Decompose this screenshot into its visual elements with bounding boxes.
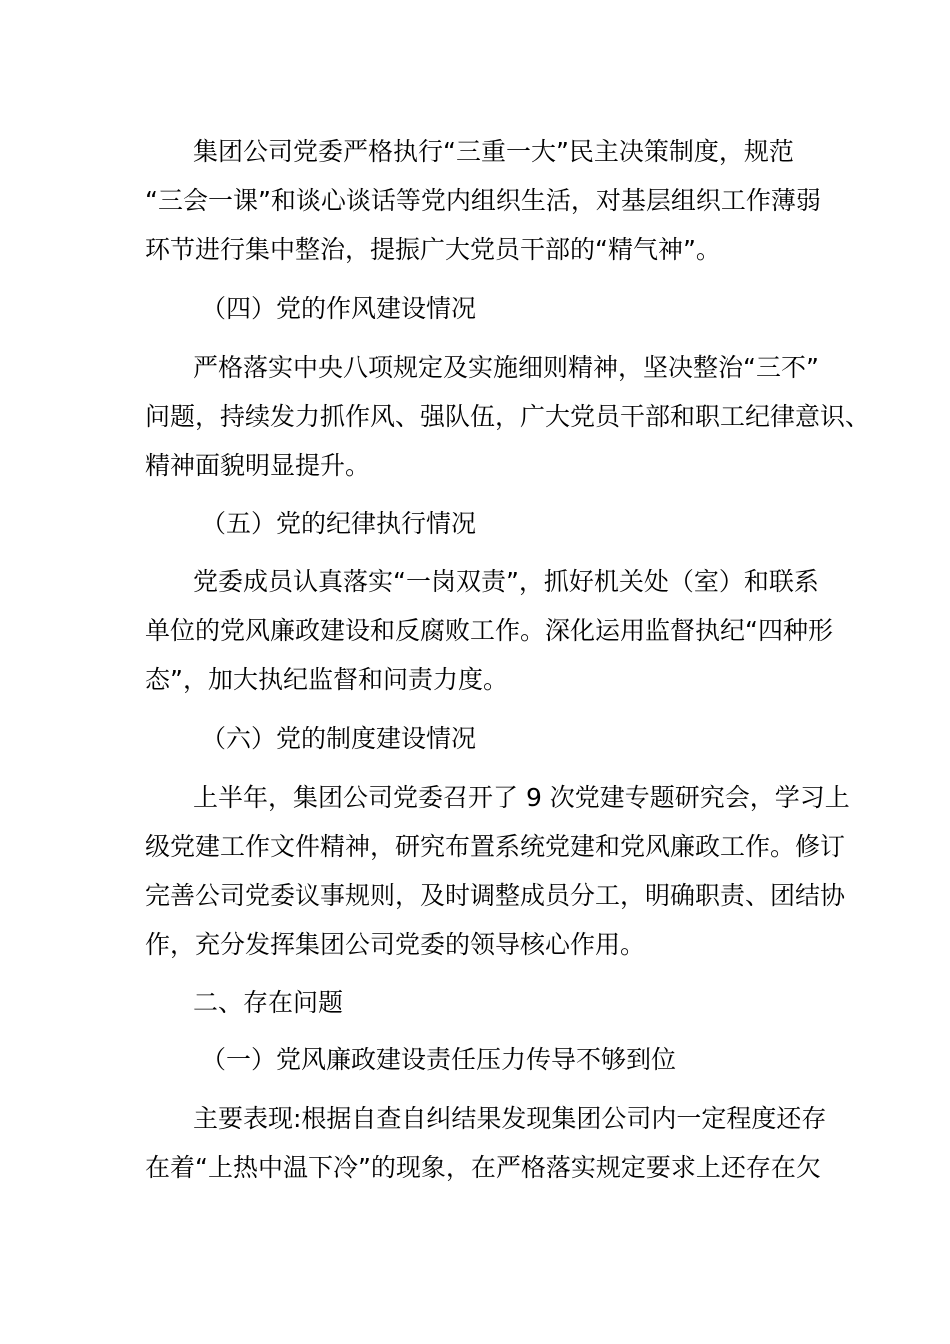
text-line: 精神面貌明显提升。 bbox=[145, 451, 371, 480]
heading-existing-problems bbox=[145, 978, 810, 1027]
section-heading: （一）党风廉政建设责任压力传导不够到位 bbox=[201, 1045, 677, 1074]
paragraph-first-half-year bbox=[145, 773, 850, 969]
text-line: 问题，持续发力抓作风、强队伍，广大党员干部和职工纪律意识、 bbox=[145, 402, 871, 431]
paragraph-dual-responsibility bbox=[145, 557, 833, 704]
paragraph-decision-making bbox=[145, 127, 821, 274]
text-line: 主要表现:根据自查自纠结果发现集团公司内一定程度还存 bbox=[193, 1104, 827, 1133]
text-line: 党委成员认真落实“一岗双责”，抓好机关处（室）和联系 bbox=[193, 567, 819, 596]
section-heading: 二、存在问题 bbox=[193, 988, 344, 1017]
paragraph-eight-regulations bbox=[145, 343, 871, 490]
section-heading: （六）党的制度建设情况 bbox=[201, 724, 477, 753]
text-line: 单位的党风廉政建设和反腐败工作。深化运用监督执纪“四种形 bbox=[145, 616, 833, 645]
text-line: 作，充分发挥集团公司党委的领导核心作用。 bbox=[145, 930, 646, 959]
text-line: 集团公司党委严格执行“三重一大”民主决策制度，规范 bbox=[193, 137, 794, 166]
text-line: 环节进行集中整治，提振广大党员干部的“精气神”。 bbox=[145, 235, 721, 264]
text-line: 上半年，集团公司党委召开了 9 次党建专题研究会，学习上 bbox=[193, 783, 850, 812]
heading-discipline-execution bbox=[145, 499, 810, 548]
text-line: 级党建工作文件精神，研究布置系统党建和党风廉政工作。修订 bbox=[145, 832, 846, 861]
heading-style-construction bbox=[145, 284, 810, 333]
heading-system-construction bbox=[145, 714, 810, 763]
text-line: 态”，加大执纪监督和问责力度。 bbox=[145, 665, 508, 694]
section-heading: （四）党的作风建设情况 bbox=[201, 294, 477, 323]
paragraph-main-manifestations bbox=[145, 1094, 827, 1192]
text-line: 完善公司党委议事规则，及时调整成员分工，明确职责、团结协 bbox=[145, 881, 846, 910]
text-line: “三会一课”和谈心谈话等党内组织生活，对基层组织工作薄弱 bbox=[145, 186, 821, 215]
section-heading: （五）党的纪律执行情况 bbox=[201, 509, 477, 538]
text-line: 在着“上热中温下冷”的现象，在严格落实规定要求上还存在欠 bbox=[145, 1153, 821, 1182]
heading-pressure-transmission bbox=[145, 1035, 810, 1084]
text-line: 严格落实中央八项规定及实施细则精神，坚决整治“三不” bbox=[193, 353, 819, 382]
